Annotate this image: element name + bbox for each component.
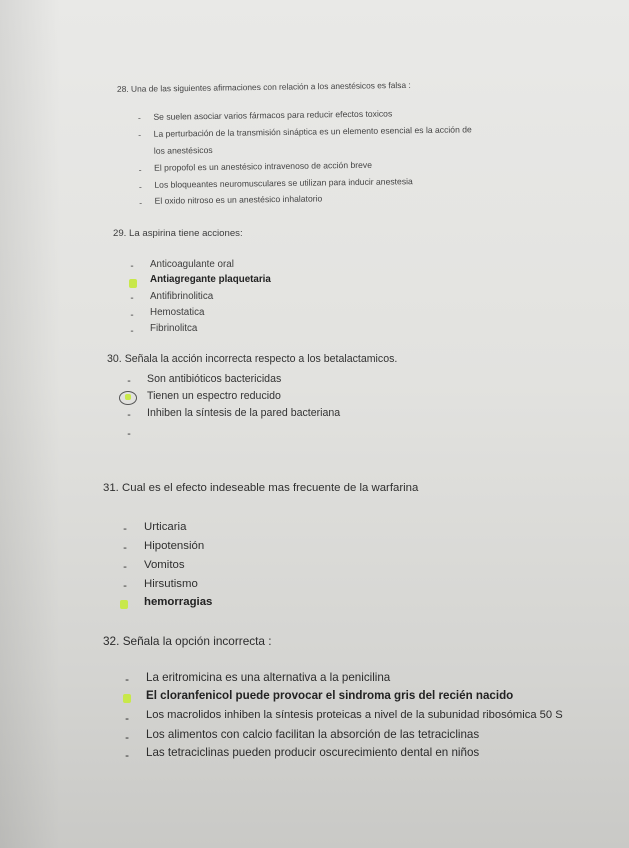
- question-28-option-2-continued: los anestésicos: [153, 144, 213, 156]
- question-31-option-3: Vomitos: [144, 559, 185, 571]
- question-29-option-3: Antifibrinolitica: [150, 291, 214, 302]
- question-28: [117, 80, 411, 94]
- option-dash: -: [138, 129, 142, 141]
- question-29: [113, 228, 243, 239]
- question-31-option-1: Urticaria: [144, 521, 187, 533]
- option-dash: -: [123, 542, 127, 554]
- question-29-option-2-selected: Antiagregante plaquetaria: [150, 274, 271, 285]
- option-dash: -: [130, 326, 134, 337]
- question-30-text: Señala la acción incorrecta respecto a los betalactamicos.: [124, 353, 398, 365]
- question-30-option-1: Son antibióticos bactericidas: [147, 373, 282, 385]
- option-dash: -: [138, 181, 142, 193]
- question-30: [107, 353, 397, 365]
- option-dash: -: [137, 112, 141, 124]
- page-shadow: [0, 0, 60, 848]
- option-dash: -: [139, 197, 143, 209]
- option-dash: -: [123, 580, 127, 592]
- option-dash: -: [130, 293, 134, 304]
- option-dash: -: [123, 561, 127, 573]
- question-30-option-2-selected: Tienen un espectro reducido: [147, 390, 281, 402]
- question-31: [103, 482, 418, 494]
- option-dash: -: [127, 375, 131, 387]
- question-32: [103, 634, 272, 648]
- question-31-option-2: Hipotensión: [144, 540, 205, 552]
- question-32-text: Señala la opción incorrecta :: [122, 634, 272, 648]
- question-32-number: 32.: [103, 634, 120, 648]
- question-29-number: 29.: [113, 228, 127, 239]
- question-30-number: 30.: [107, 353, 122, 365]
- option-dash: -: [127, 428, 131, 440]
- question-28-option-1: Se suelen asociar varios fármacos para reducir efectos toxicos: [153, 108, 393, 122]
- option-dash: -: [125, 749, 129, 762]
- option-dash: -: [138, 164, 142, 176]
- question-31-text: Cual es el efecto indeseable mas frecuente de la warfarina: [122, 482, 419, 494]
- question-32-option-4: Los alimentos con calcio facilitan la absorción de las tetraciclinas: [146, 728, 480, 741]
- question-32-option-2-selected: El cloranfenicol puede provocar el sindroma gris del recién nacido: [146, 689, 514, 702]
- question-28-option-2: La perturbación de la transmisión sináptica es un elemento esencial es la acción de: [153, 124, 472, 139]
- answer-highlight-mark: [129, 279, 137, 288]
- answer-highlight-mark: [120, 600, 128, 609]
- question-32-option-3: Los macrolidos inhiben la síntesis proteicas a nivel de la subunidad ribosómica 50 S: [146, 709, 563, 721]
- question-29-option-5: Fibrinolitca: [150, 323, 198, 334]
- option-dash: -: [125, 712, 129, 725]
- question-28-text: Una de las siguientes afirmaciones con relación a los anestésicos es falsa :: [130, 79, 411, 94]
- question-28-option-5: El oxido nitroso es un anestésico inhalatorio: [154, 193, 323, 206]
- question-28-option-3: El propofol es un anestésico intravenoso de acción breve: [154, 159, 373, 173]
- question-29-option-1: Anticoagulante oral: [150, 259, 234, 270]
- answer-highlight-mark: [123, 694, 131, 703]
- question-32-option-5: Las tetraciclinas pueden producir oscurecimiento dental en niños: [146, 746, 480, 759]
- option-dash: -: [123, 523, 127, 535]
- answer-highlight-mark: [125, 394, 131, 400]
- question-32-option-1: La eritromicina es una alternativa a la penicilina: [146, 671, 391, 684]
- question-29-text: La aspirina tiene acciones:: [129, 228, 243, 239]
- question-31-option-4: Hirsutismo: [144, 578, 198, 590]
- option-dash: -: [130, 310, 134, 321]
- option-dash: -: [127, 409, 131, 421]
- option-dash: -: [125, 731, 129, 744]
- question-28-option-4: Los bloqueantes neuromusculares se utilizan para inducir anestesia: [154, 176, 413, 190]
- option-dash: -: [130, 261, 134, 272]
- question-28-number: 28.: [116, 83, 129, 94]
- question-31-option-5-selected: hemorragias: [144, 596, 213, 608]
- question-30-option-3: Inhiben la síntesis de la pared bacteriana: [147, 407, 341, 419]
- question-29-option-4: Hemostatica: [150, 307, 205, 318]
- option-dash: -: [125, 673, 129, 686]
- question-31-number: 31.: [103, 482, 119, 494]
